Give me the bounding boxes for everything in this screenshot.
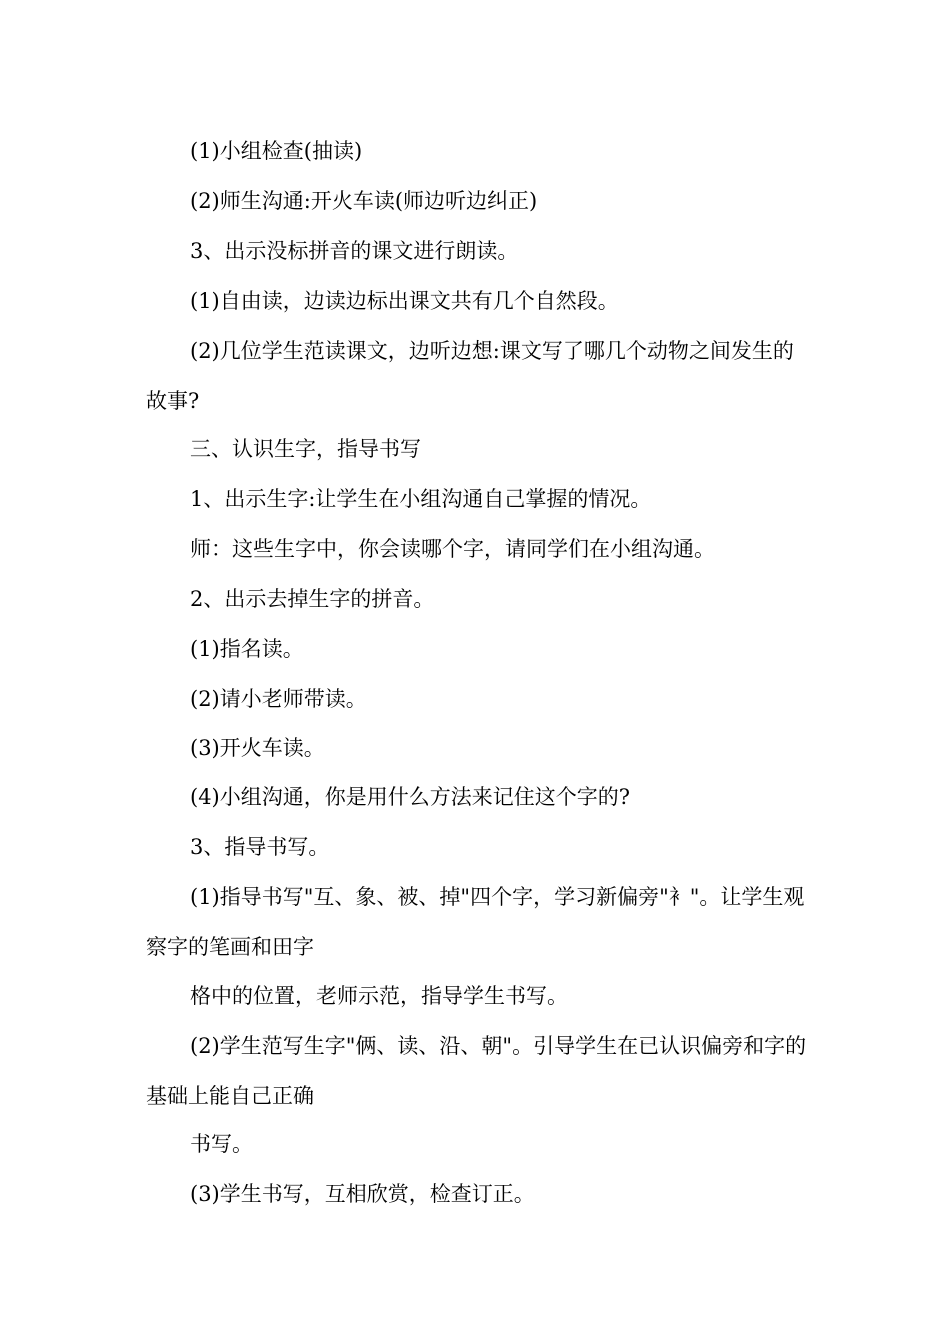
paragraph-8: 师：这些生字中，你会读哪个字，请同学们在小组沟通。 bbox=[190, 537, 715, 561]
paragraph-1: (1)小组检查(抽读) bbox=[190, 139, 363, 163]
paragraph-13: (4)小组沟通，你是用什么方法来记住这个字的? bbox=[190, 785, 631, 809]
paragraph-12: (3)开火车读。 bbox=[190, 736, 325, 760]
paragraph-16: 格中的位置，老师示范，指导学生书写。 bbox=[190, 984, 568, 1008]
paragraph-14: 3、指导书写。 bbox=[190, 835, 330, 859]
section-heading: 三、认识生字，指导书写 bbox=[190, 437, 421, 461]
paragraph-2: (2)师生沟通:开火车读(师边听边纠正) bbox=[190, 189, 538, 213]
paragraph-4: (1)自由读，边读边标出课文共有几个自然段。 bbox=[190, 289, 619, 313]
paragraph-19: (3)学生书写，互相欣赏，检查订正。 bbox=[190, 1182, 535, 1206]
paragraph-11: (2)请小老师带读。 bbox=[190, 687, 367, 711]
paragraph-17: (2)学生范写生字"俩、读、沿、朝"。引导学生在已认识偏旁和字的基础上能自己正确 bbox=[146, 1034, 807, 1108]
paragraph-7: 1、出示生字:让学生在小组沟通自己掌握的情况。 bbox=[190, 487, 652, 511]
paragraph-5: (2)几位学生范读课文，边听边想:课文写了哪几个动物之间发生的故事? bbox=[146, 339, 794, 413]
paragraph-9: 2、出示去掉生字的拼音。 bbox=[190, 587, 435, 611]
paragraph-3: 3、出示没标拼音的课文进行朗读。 bbox=[190, 239, 519, 263]
paragraph-18: 书写。 bbox=[190, 1132, 253, 1156]
paragraph-15: (1)指导书写"互、象、被、掉"四个字，学习新偏旁"衤"。让学生观察字的笔画和田字 bbox=[146, 885, 805, 959]
paragraph-10: (1)指名读。 bbox=[190, 637, 304, 661]
